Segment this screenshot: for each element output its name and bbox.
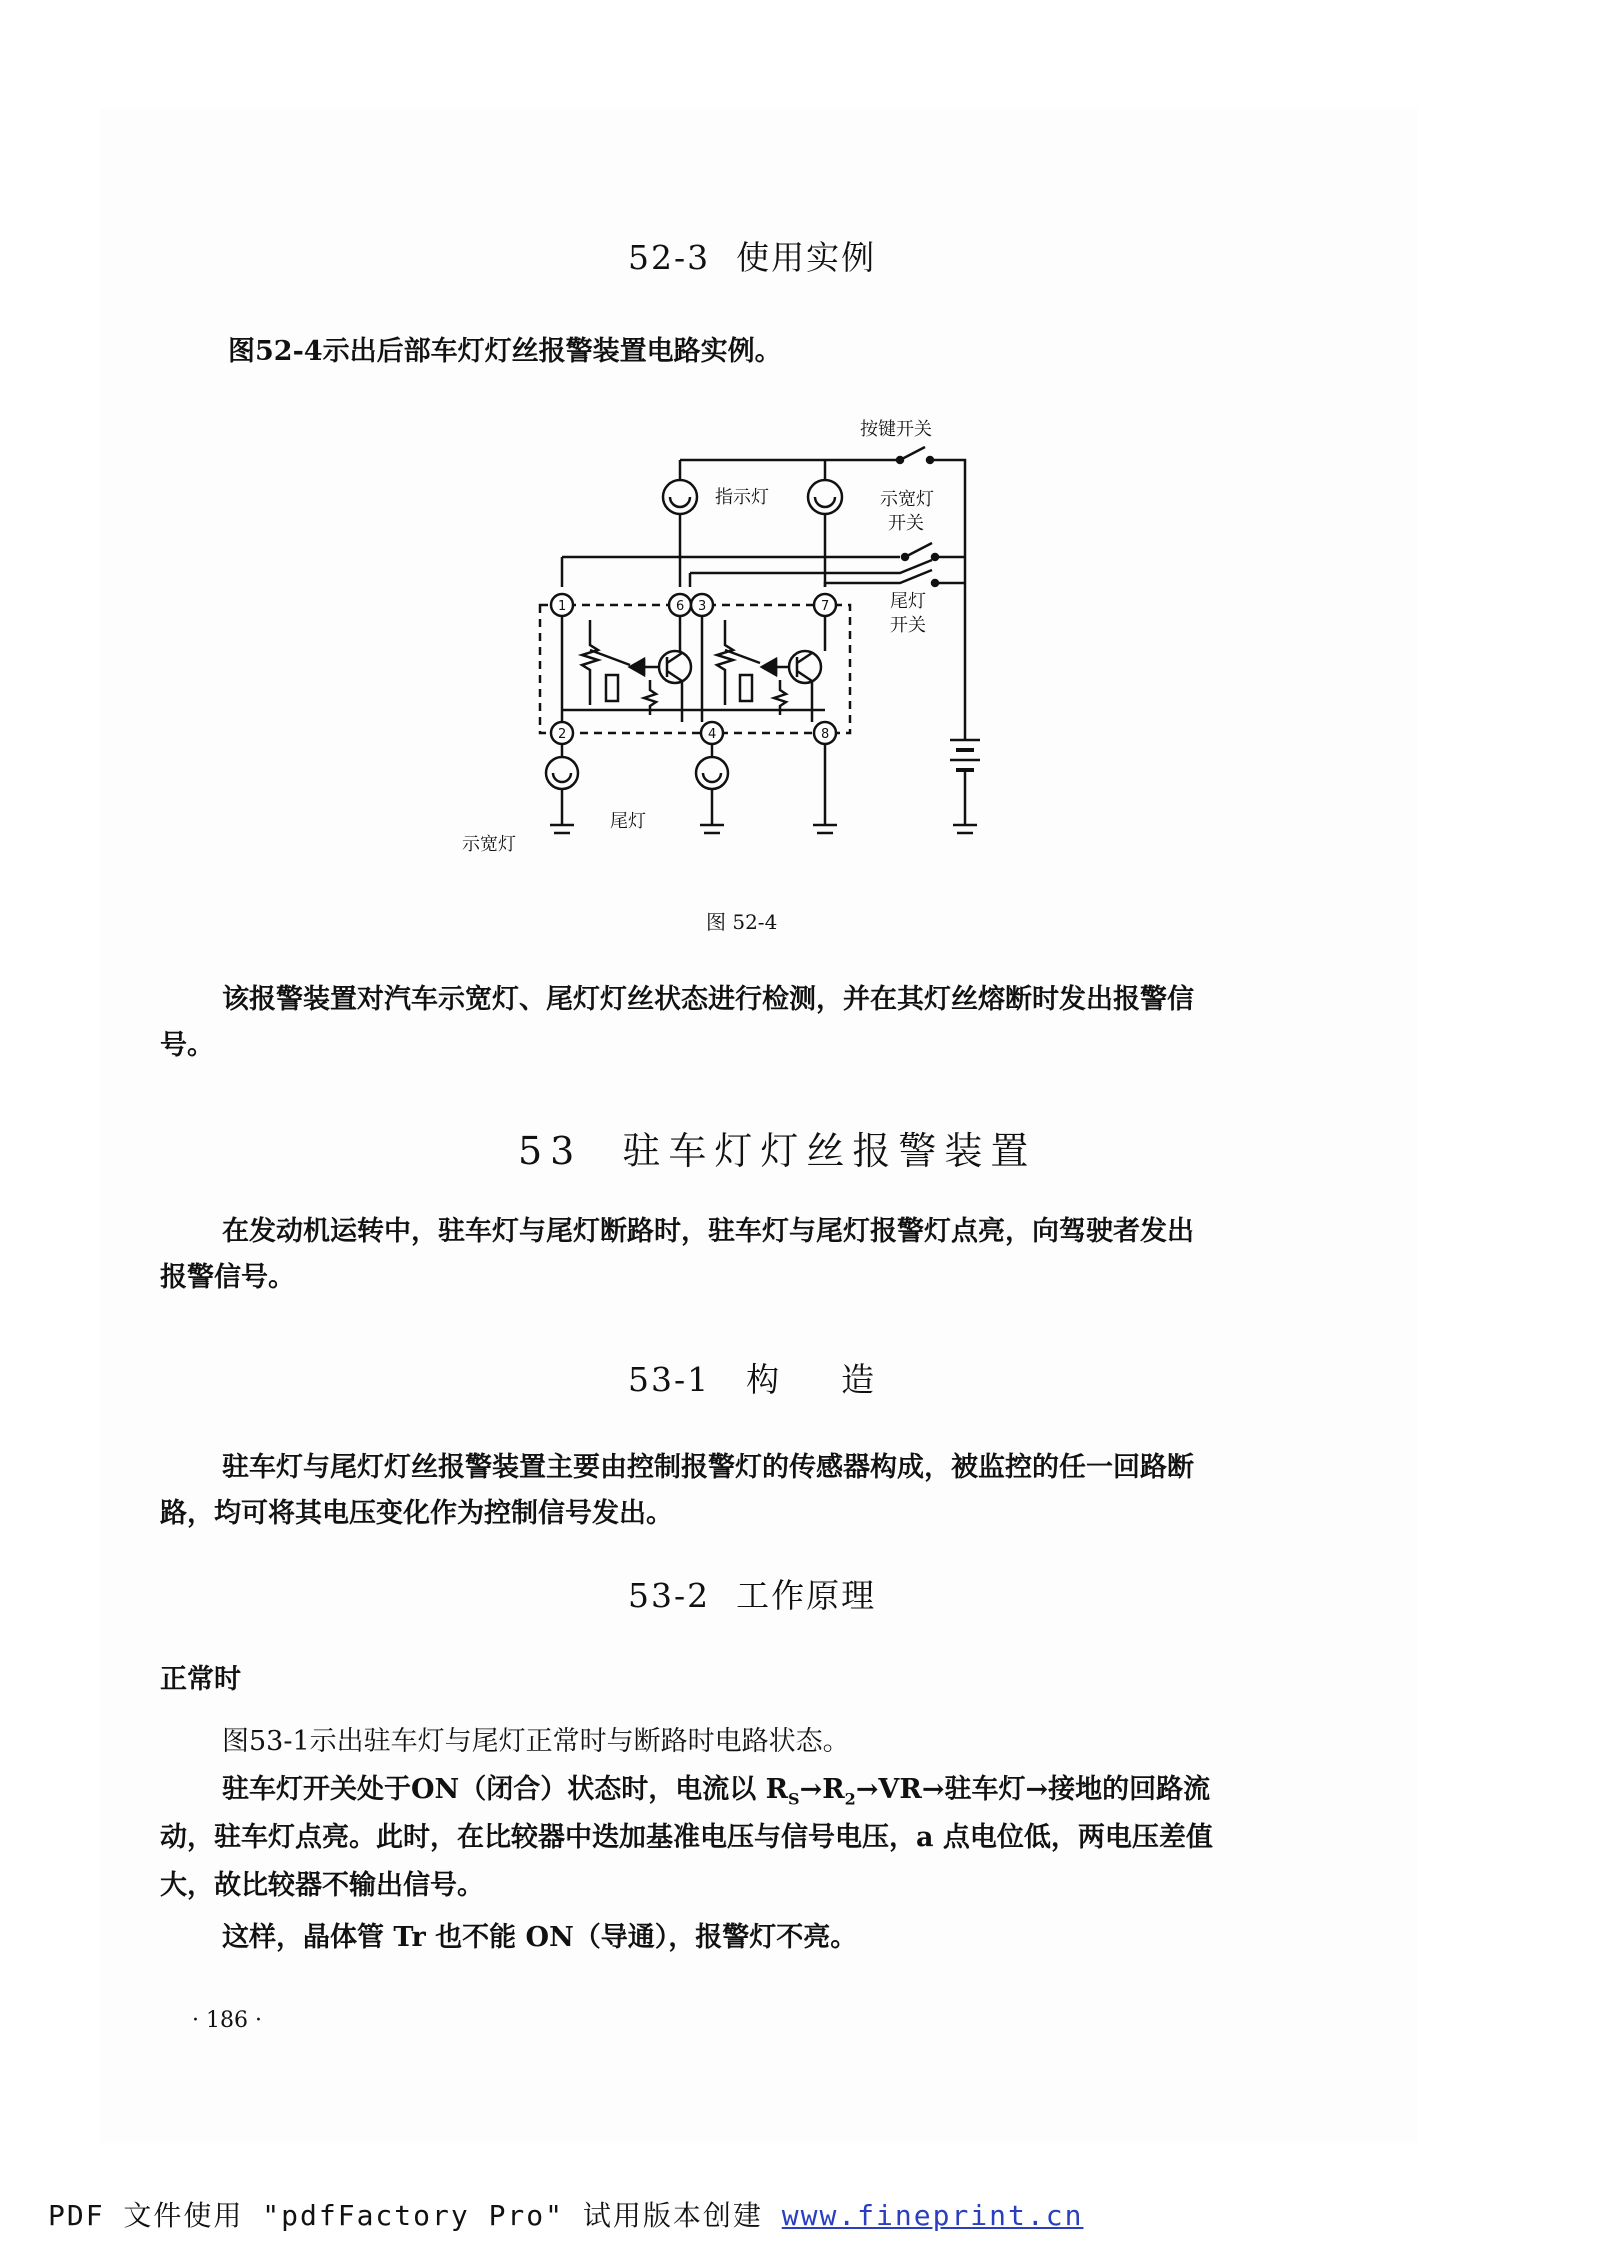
label-width-lamp: 示宽灯 (462, 834, 516, 855)
label-key-switch: 按键开关 (860, 419, 932, 440)
subheading-normal: 正常时 (160, 1664, 241, 1695)
label-tail-switch-2: 开关 (890, 615, 926, 636)
section-heading-53-1 (628, 1354, 876, 1401)
section-53-1-para-line2: 路，均可将其电压变化作为控制信号发出。 (160, 1498, 673, 1529)
text-part: →VR→驻车灯→接地的回路流 (855, 1774, 1211, 1805)
text-part: →R (799, 1774, 845, 1805)
label-tail-lamp: 尾灯 (610, 811, 646, 832)
terminal-7-label: 7 (821, 599, 830, 614)
section-title-b: 造 (841, 1360, 877, 1399)
pdf-footer (48, 2194, 1083, 2234)
figure-caption: 图 52-4 (706, 910, 778, 934)
label-indicator-lamp: 指示灯 (715, 487, 769, 508)
indicator-lamp-left-icon (663, 480, 697, 514)
section-title: 驻车灯灯丝报警装置 (622, 1129, 1037, 1173)
terminal-2-label: 2 (558, 727, 567, 742)
section-53-1-para-line1: 驻车灯与尾灯灯丝报警装置主要由控制报警灯的传感器构成，被监控的任一回路断 (222, 1452, 1194, 1483)
section-number: 53 (518, 1129, 583, 1173)
width-lamp-icon (546, 757, 578, 789)
section-heading-53 (518, 1120, 1036, 1175)
section-number: 52-3 (628, 238, 711, 277)
terminal-8-label: 8 (821, 727, 830, 742)
section-heading-53-2 (628, 1570, 876, 1617)
footer-text: PDF 文件使用 "pdfFactory Pro" 试用版本创建 (48, 2199, 782, 2232)
figure-description-line1: 该报警装置对汽车示宽灯、尾灯灯丝状态进行检测，并在其灯丝熔断时发出报警信 (222, 984, 1194, 1015)
section-heading-52-3 (628, 232, 876, 279)
label-width-switch-2: 开关 (888, 513, 924, 534)
section-title-a: 构 (746, 1360, 782, 1399)
section-53-para-line2: 报警信号。 (160, 1262, 295, 1293)
label-width-switch-1: 示宽灯 (880, 489, 934, 510)
section-title: 工作原理 (736, 1576, 877, 1615)
subscript: 2 (844, 1789, 856, 1809)
terminal-4-label: 4 (708, 727, 717, 742)
terminal-1-label: 1 (558, 599, 567, 614)
text-part: 驻车灯开关处于ON（闭合）状态时，电流以 R (222, 1774, 789, 1805)
intro-paragraph: 图52-4示出后部车灯灯丝报警装置电路实例。 (228, 336, 782, 367)
tail-lamp-icon (696, 757, 728, 789)
section-number: 53-2 (628, 1576, 711, 1615)
page-number: · 186 · (192, 2008, 262, 2033)
section-53-para-line1: 在发动机运转中，驻车灯与尾灯断路时，驻车灯与尾灯报警灯点亮，向驾驶者发出 (222, 1216, 1194, 1247)
terminal-6-label: 6 (676, 599, 685, 614)
section-53-2-para-2-line3: 大，故比较器不输出信号。 (160, 1870, 484, 1901)
label-tail-switch-1: 尾灯 (890, 591, 926, 612)
indicator-lamp-right-icon (808, 480, 842, 514)
terminal-3-label: 3 (698, 599, 707, 614)
subscript: S (788, 1789, 800, 1809)
section-53-2-para-3: 这样，晶体管 Tr 也不能 ON（导通），报警灯不亮。 (222, 1922, 858, 1953)
section-number: 53-1 (628, 1360, 711, 1399)
circuit-diagram-52-4 (462, 405, 1010, 875)
footer-link[interactable]: www.fineprint.cn (781, 2199, 1084, 2232)
section-53-2-para-1: 图53-1示出驻车灯与尾灯正常时与断路时电路状态。 (222, 1726, 850, 1757)
figure-description-line2: 号。 (160, 1030, 214, 1061)
section-53-2-para-2-line2: 动，驻车灯点亮。此时，在比较器中迭加基准电压与信号电压，a 点电位低，两电压差值 (160, 1822, 1213, 1853)
section-title: 使用实例 (736, 238, 877, 277)
